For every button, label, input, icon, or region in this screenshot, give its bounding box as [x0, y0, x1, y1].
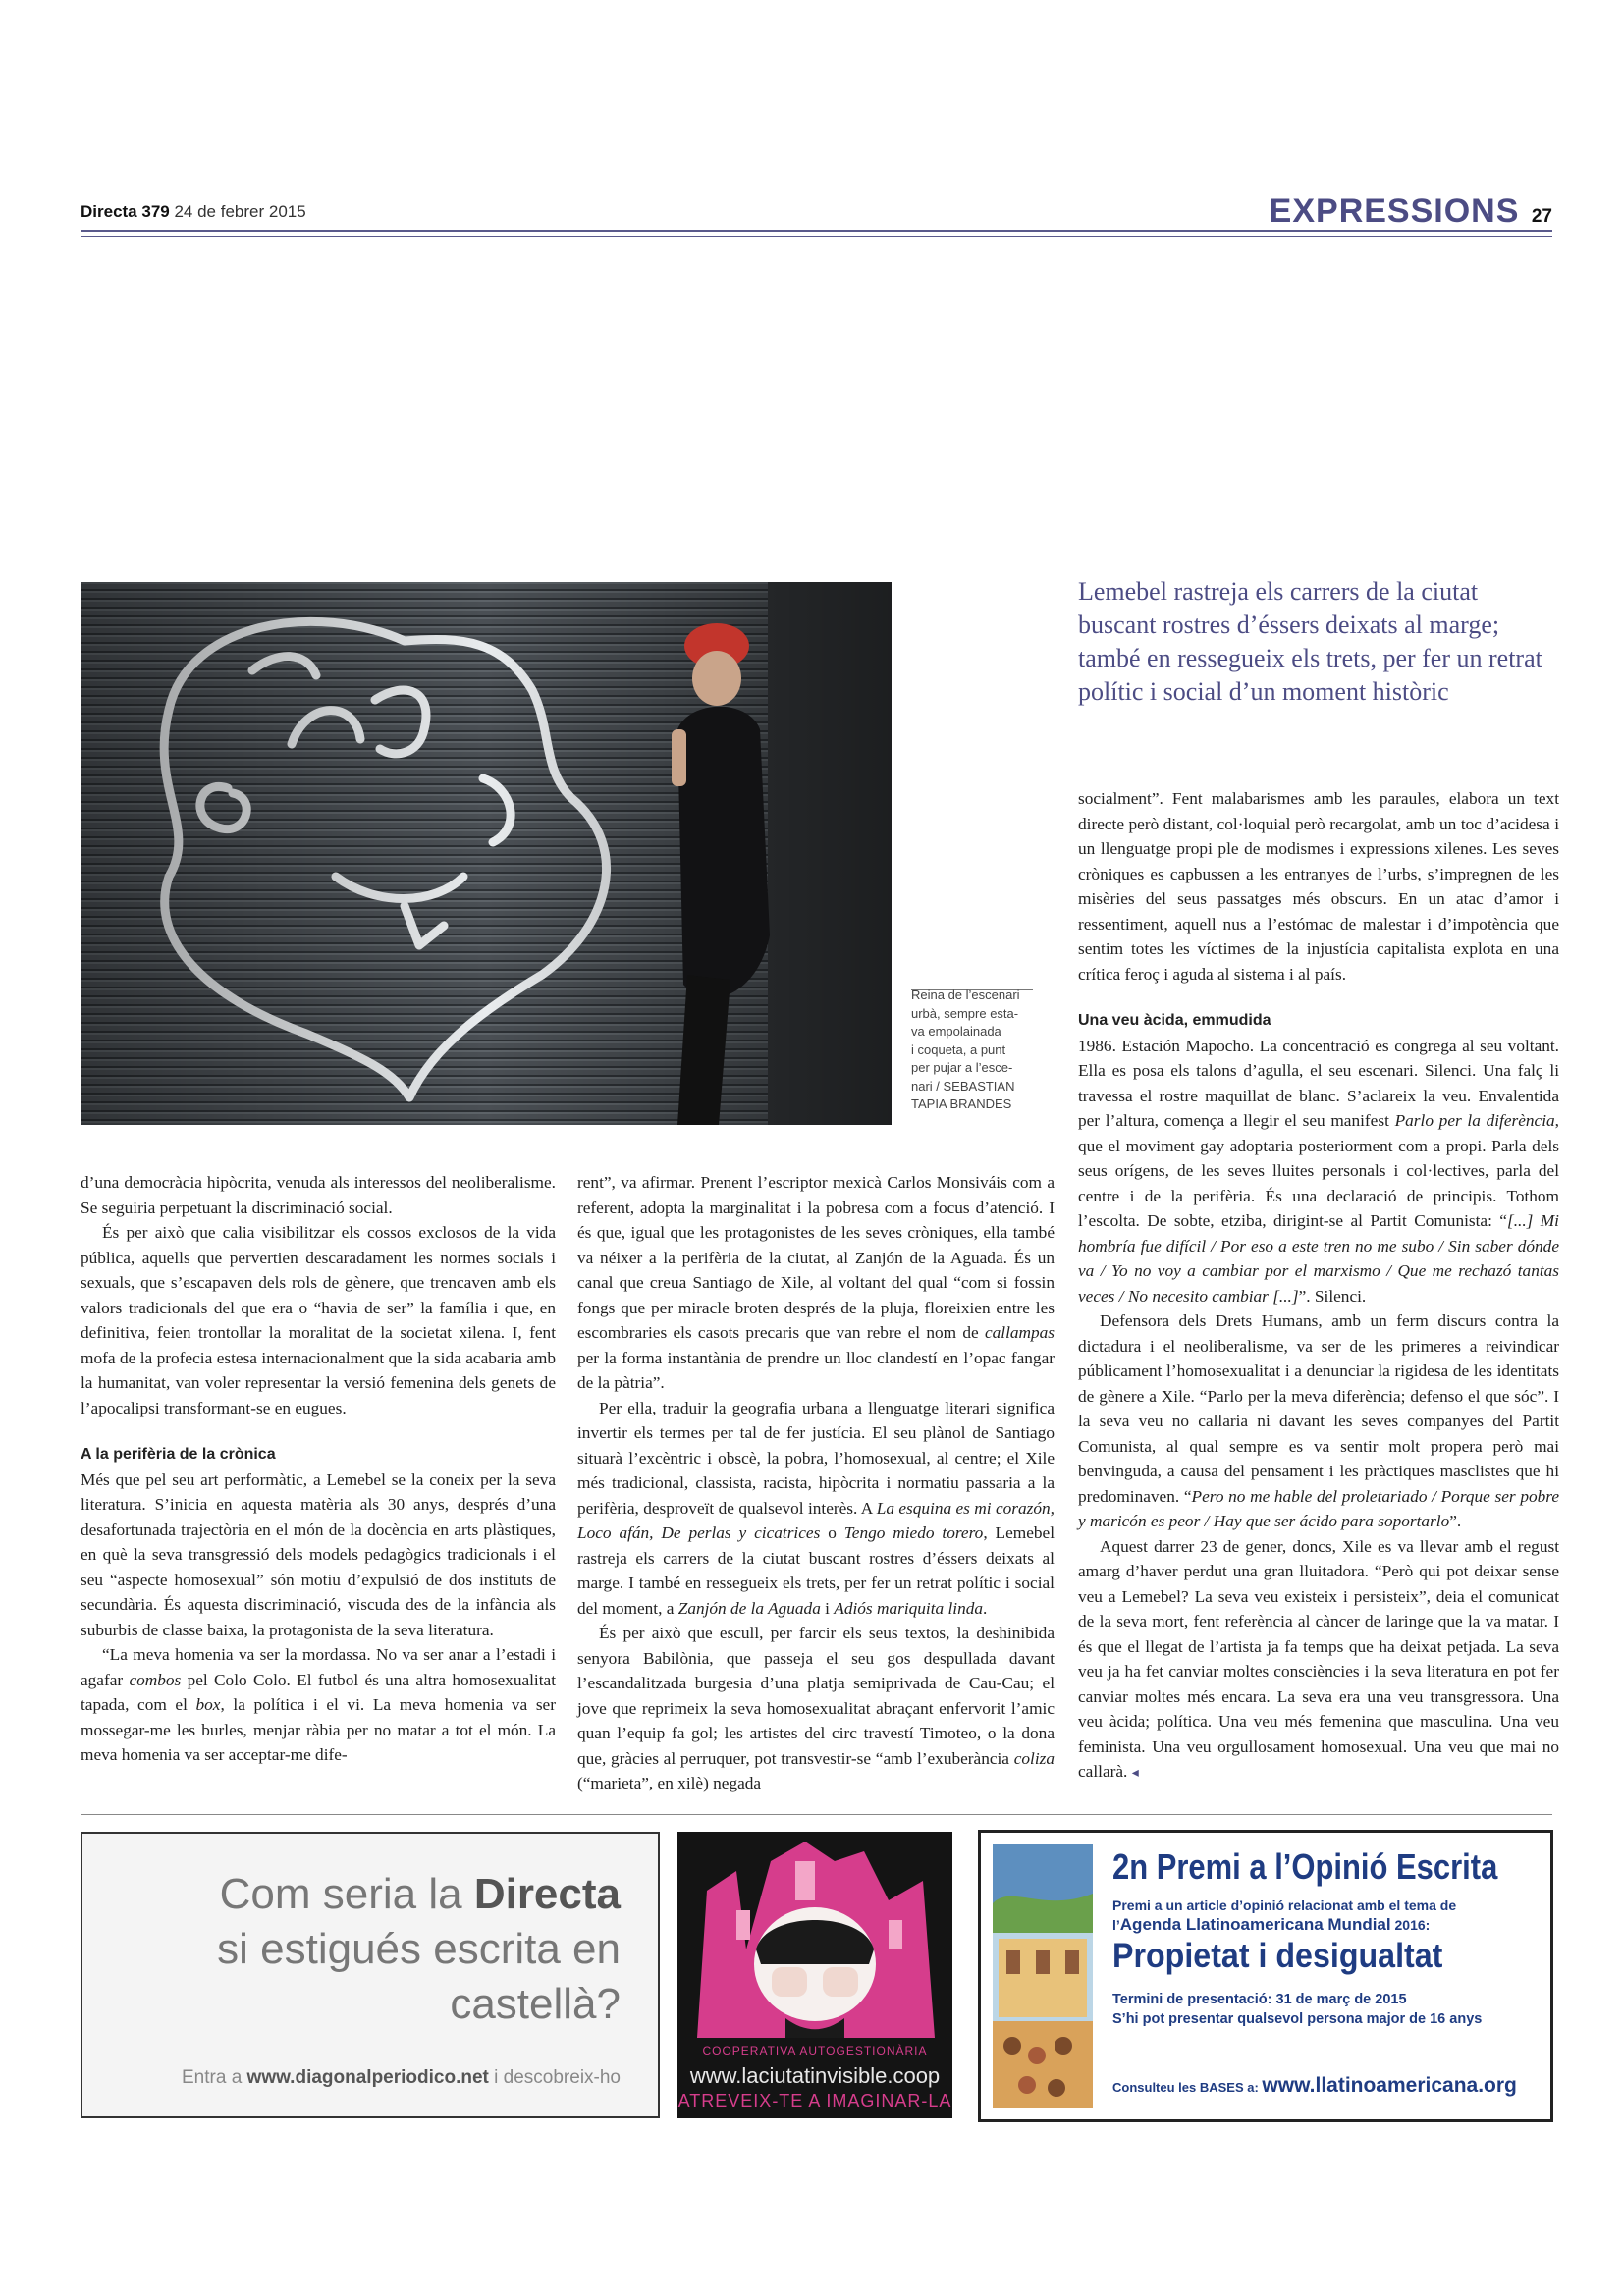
- ad-premi-terms: Termini de presentació: 31 de març de 2015 S’hi pot presentar qualsevol persona major de 16 anys: [1112, 1992, 1483, 2027]
- paragraph: És per això que escull, per farcir els seus textos, la deshinibida senyora Babilònia, que passeja el seu gos despullada davant l’escandalitzada burgesia d’una platja semiprivada de Cau-Cau; el jove que reprimeix la seva homosexualitat abraçant enfervorit l’amic quan l’equip fa gol; les artistes del circ travestí Timoteo, o la dona que, gràcies al perruquer, pot transvestir-se “amb l’exuberància coliza (“marieta”, en xilè) negada: [577, 1624, 1055, 1792]
- article-photo: [81, 582, 892, 1125]
- ads-divider: [81, 1814, 1552, 1815]
- ad-diagonal-headline: Com seria la Directa si estigués escrita en castellà?: [217, 1870, 621, 2028]
- ad-premi-web[interactable]: Consulteu les BASES a: www.llatinoamericana.org: [1112, 2074, 1517, 2097]
- paragraph: 1986. Estación Mapocho. La concentració es congrega al seu voltant. Ella es posa els talons d’agulla, el seu escenari. Silenci. Una falç li travessa el rostre maquillat de blanc. S’aclareix la veu. Envalentida per l’altura, comença a llegir el seu manifest Parlo per la diferència, que el moviment gay adoptaria posteriorment com a propi. Parla dels seus orígens, de les seves lluites personals i col·lectives, parla del centre i de la perifèria. És una declaració de principis. Tothom l’escolta. De sobte, etziba, dirigint-se al Partit Comunista: “[...] Mi hombría fue difícil / Por eso a este tren no me subo / Sin saber dónde va / Yo no voy a cambiar por el marxismo / Que me rechazó tantas veces / No necesito cambiar [...]”. Silenci.: [1078, 1036, 1559, 1306]
- ad-premi-subtitle: Premi a un article d’opinió relacionat amb el tema de: [1112, 1897, 1457, 1913]
- caption-line: nari / SEBASTIAN: [911, 1078, 1015, 1094]
- caption-line: per pujar a l’esce-: [911, 1060, 1013, 1075]
- paragraph: rent”, va afirmar. Prenent l’escriptor mexicà Carlos Monsiváis com a referent, adopta la marginalitat i la pobresa com a focus d’atenció. I és que, igual que les protagonistes de les seves cròniques, ella també va néixer a la perifèria de la ciutat, al Zanjón de la Aguada. És un canal que creua Santiago de Xile, al voltant del qual “com si fossin fongs que per miracle broten després de la pluja, floreixien entre les escombraries els casots precaris que van rebre el nom de callampas per la forma instantània de prendre un lloc clandestí en l’opac fangar de la pàtria”.: [577, 1173, 1055, 1392]
- ad-premi-link[interactable]: www.llatinoamericana.org: [1262, 2074, 1517, 2097]
- page-number: 27: [1531, 206, 1552, 227]
- ad-premi-title: 2n Premi a l’Opinió Escrita: [1112, 1846, 1498, 1887]
- ad-premi-image: [993, 1844, 1093, 2108]
- ad-diagonal-cta[interactable]: Entra a www.diagonalperiodico.net i descobreix-ho: [182, 2067, 621, 2088]
- ad-ciutat-invisible[interactable]: [677, 1832, 952, 2118]
- subheading: A la perifèria de la crònica: [81, 1446, 276, 1463]
- paragraph: Per ella, traduir la geografia urbana a llenguatge literari significa invertir els termes per tal de fer justícia. El seu plànol de Santiago situarà l’excèntric i obscè, la pobra, l’homosexual, al centre; el Xile més tradicional, classista, racista, hipòcrita i normatiu passaria a la perifèria, desproveït de qualsevol interès. A La esquina es mi corazón, Loco afán, De perlas y cicatrices o Tengo miedo torero, Lemebel rastreja els carrers de la ciutat buscant rostres d’éssers deixats al marge. I també en ressegueix els trets, per fer un retrat polític i social del moment, a Zanjón de la Aguada i Adiós mariquita linda.: [577, 1398, 1055, 1618]
- paragraph: Aquest darrer 23 de gener, doncs, Xile es va llevar amb el regust amarg d’haver perdut una gran lluitadora. “Però qui pot deixar sense veu a Lemebel? La seva veu existeix i persisteix”, deia el comunicat de la seva mort, fent referència al càncer de laringe que la va matar. I és que el llegat de l’artista ja fa temps que ha deixat petjada. La seva veu ja ha fet canviar moltes consciències i la seva literatura en pot fer canviar moltes més encara. La seva era una veu transgressora. Una veu àcida; política. Una veu més femenina que masculina. Una veu feminista. Una veu orgullosament homosexual. Una veu que mai no callarà. ◂: [1078, 1536, 1559, 1781]
- paragraph: “La meva homenia va ser la mordassa. No va ser anar a l’estadi i agafar combos pel Colo Colo. El futbol és una altra homosexualitat tapada, com el box, la política i el vi. La meva homenia va ser mossegar-me les burles, menjar ràbia per no matar a tot el món. La meva homenia va ser acceptar-me dife-: [81, 1645, 556, 1764]
- publication-name: Directa 379: [81, 202, 170, 221]
- article-column-2: [577, 1170, 1055, 1796]
- article-column-1: [81, 1170, 556, 1768]
- photo-caption: [911, 987, 1058, 1114]
- header-publication-line: [81, 202, 306, 222]
- caption-line: urbà, sempre esta-: [911, 1005, 1019, 1021]
- paragraph: Més que pel seu art performàtic, a Lemebel se la coneix per la seva literatura. S’inicia en aquesta matèria als 30 anys, després d’una desafortunada trajectòria en el món de la docència en arts plàstiques, en què la seva transgressió dels models pedagògics tradicionals i el seu “aspecte homosexual” són motiu d’expulsió de dos instituts de secundària. És aquesta discriminació, viscuda des de la infància als suburbis de classe baixa, la protagonista de la seva literatura.: [81, 1469, 556, 1639]
- header-rule-thin: [81, 236, 1552, 237]
- ad-premi-theme: Propietat i desigualtat: [1112, 1937, 1443, 1975]
- paragraph: És per això que calia visibilitzar els cossos exclosos de la vida pública, aquells que pervertien descaradament les normes socials i sexuals, que s’escapaven dels rols de gènere, que trencaven amb els valors tradicionals del que era o “havia de ser” la família i que, en definitiva, feien trontollar la moralitat de la societat xilena. I, fent mofa de la profecia estesa internacionalment que la sida acabaria amb la humanitat, van voler representar la versió femenina dels genets de l’apocalipsi transformant-se en eugues.: [81, 1223, 556, 1417]
- caption-line: Reina de l’escenari: [911, 988, 1020, 1002]
- header-section-line: [1270, 192, 1552, 231]
- ad-ciutat-slogan: ATREVEIX-TE A IMAGINAR-LA: [677, 2091, 952, 2110]
- header-rule: [81, 230, 1552, 232]
- end-mark: ◂: [1131, 1766, 1139, 1781]
- caption-line: i coqueta, a punt: [911, 1041, 1006, 1057]
- paragraph: d’una democràcia hipòcrita, venuda als interessos del neoliberalisme. Se seguiria perpetuant la discriminació social.: [81, 1173, 556, 1217]
- ad-ciutat-link[interactable]: www.laciutatinvisible.coop: [689, 2063, 941, 2088]
- paragraph: Defensora dels Drets Humans, amb un ferm discurs contra la dictadura i el neoliberalisme, va ser de les primeres a reivindicar públicament l’homosexualitat i a denunciar la rigidesa de les identitats de gènere a Xile. “Parlo per la meva diferència; defenso el que sóc”. I la seva veu no callaria ni davant les seves companyes del Partit Comunista, al qual sempre es va sentir molt propera però mai benvinguda, a causa del pensament i les pràctiques masclistes que hi predominaven. “Pero no me hable del proletariado / Porque ser pobre y maricón es peor / Hay que ser ácido para soportarlo”.: [1078, 1311, 1559, 1530]
- caption-line: TAPIA BRANDES: [911, 1096, 1012, 1111]
- ad-ciutat-tagline: COOPERATIVA AUTOGESTIONÀRIA: [702, 2044, 928, 2057]
- section-title: EXPRESSIONS: [1269, 192, 1520, 230]
- ad-premi-opinio[interactable]: [978, 1830, 1553, 2122]
- ad-illustration: [677, 1832, 952, 2038]
- subheading: Una veu àcida, emmudida: [1078, 1012, 1271, 1029]
- article-column-3: [1078, 786, 1559, 1787]
- ad-diagonal-link[interactable]: www.diagonalperiodico.net: [246, 2067, 489, 2088]
- ad-diagonal[interactable]: [81, 1832, 660, 2118]
- ad-premi-agenda: l’Agenda Llatinoamericana Mundial 2016:: [1112, 1915, 1431, 1934]
- publication-date: 24 de febrer 2015: [174, 202, 306, 221]
- pull-quote: Lemebel rastreja els carrers de la ciutat buscant rostres d’éssers deixats al marge; també en ressegueix els trets, per fer un retrat polític i social d’un moment històric: [1078, 577, 1542, 706]
- caption-line: va empolainada: [911, 1024, 1001, 1039]
- paragraph: socialment”. Fent malabarismes amb les paraules, elabora un text directe però distant, col·loquial però recargolat, amb un toc d’acidesa i un llenguatge propi ple de modismes i expressions xilenes. Les seves cròniques es capbussen a les entranyes de l’urbs, s’impregnen de les misèries del seus passatges més obscurs. En un atac d’amor i ressentiment, aquell nus a l’estómac de malestar i d’impotència que sentim totes les víctimes de la injustícia capitalista explota en una crítica feroç i aguda al sistema i al país.: [1078, 789, 1559, 984]
